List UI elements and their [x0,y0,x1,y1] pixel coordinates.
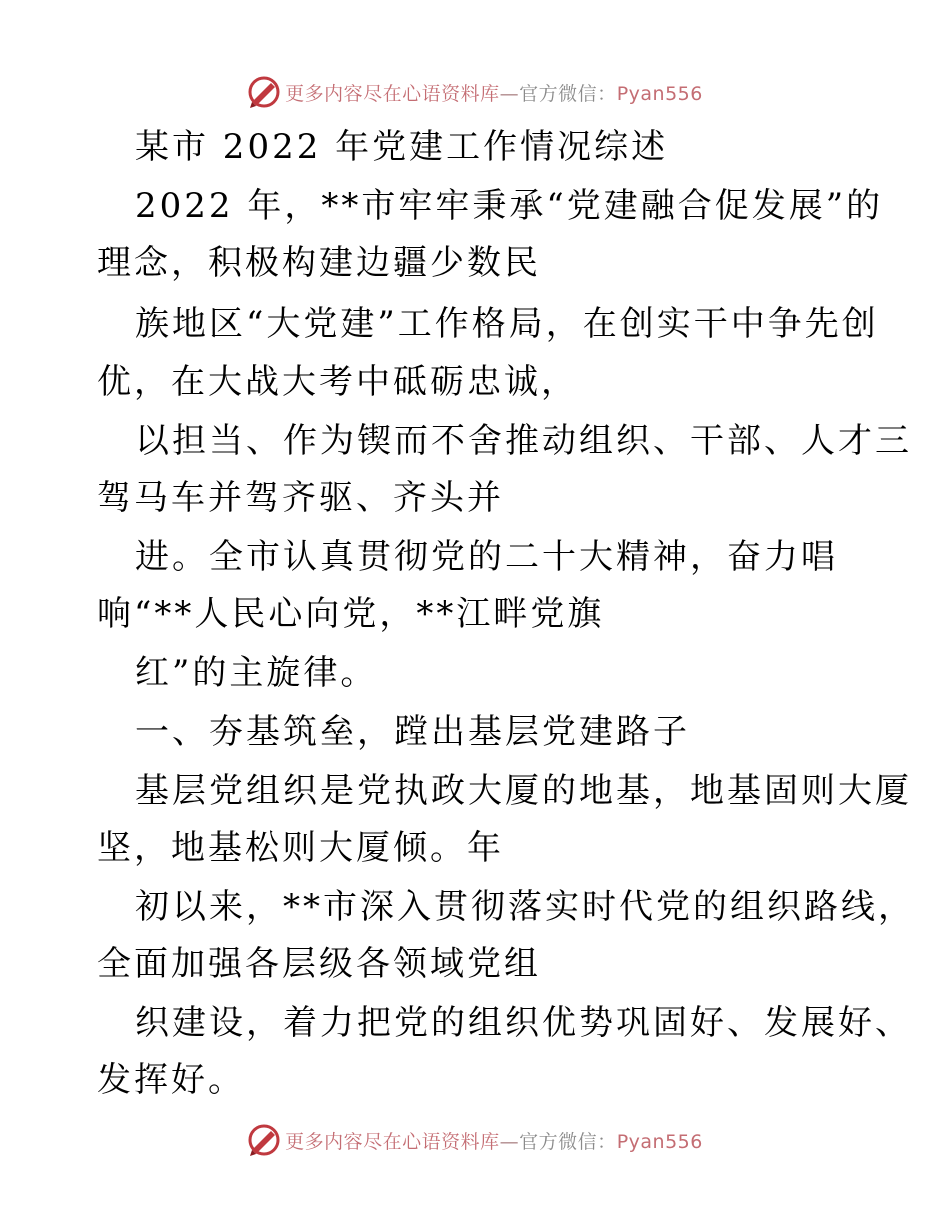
watermark-official-label: 官方微信： [519,82,617,105]
watermark-official-label: 官方微信： [519,1130,617,1153]
watermark-text [285,1127,703,1154]
watermark-wechat-id: Pyan556 [616,1130,703,1153]
paragraph-line: 全面加强各层级各领域党组 [97,944,541,984]
paragraph-line: 基层党组织是党执政大厦的地基，地基固则大厦 [135,771,912,811]
paragraph-line: 族地区“大党建”工作格局，在创实干中争先创 [135,304,879,344]
document-title: 某市 2022 年党建工作情况综述 [135,127,669,167]
watermark-library-name: 更多内容尽在心语资料库 [285,1130,500,1153]
footer-watermark [0,1120,950,1160]
paragraph-line: 坚，地基松则大厦倾。年 [97,828,504,868]
paragraph-line: 初以来，**市深入贯彻落实时代党的组织路线， [135,887,915,927]
paragraph-line: 响“**人民心向党，**江畔党旗 [97,594,605,634]
paragraph-line: 理念，积极构建边疆少数民 [97,243,541,283]
watermark-dash: — [499,1130,520,1153]
paragraph-line: 红”的主旋律。 [135,653,378,693]
paragraph-line: 进。全市认真贯彻党的二十大精神，奋力唱 [135,537,838,577]
paragraph-line: 2022 年，**市牢牢秉承“党建融合促发展”的 [135,186,884,226]
section-heading: 一、夯基筑垒，蹚出基层党建路子 [135,712,690,752]
paragraph-line: 织建设，着力把党的组织优势巩固好、发展好、 [135,1003,912,1043]
paragraph-line: 发挥好。 [97,1060,245,1100]
paragraph-line: 驾马车并驾齐驱、齐头并 [97,478,504,518]
watermark-dash: — [499,82,520,105]
watermark-library-name: 更多内容尽在心语资料库 [285,82,500,105]
paragraph-line: 优，在大战大考中砥砺忠诚， [97,362,578,402]
watermark-wechat-id: Pyan556 [616,82,703,105]
pen-logo-icon [247,1123,281,1157]
paragraph-line: 以担当、作为锲而不舍推动组织、干部、人才三 [135,421,912,461]
